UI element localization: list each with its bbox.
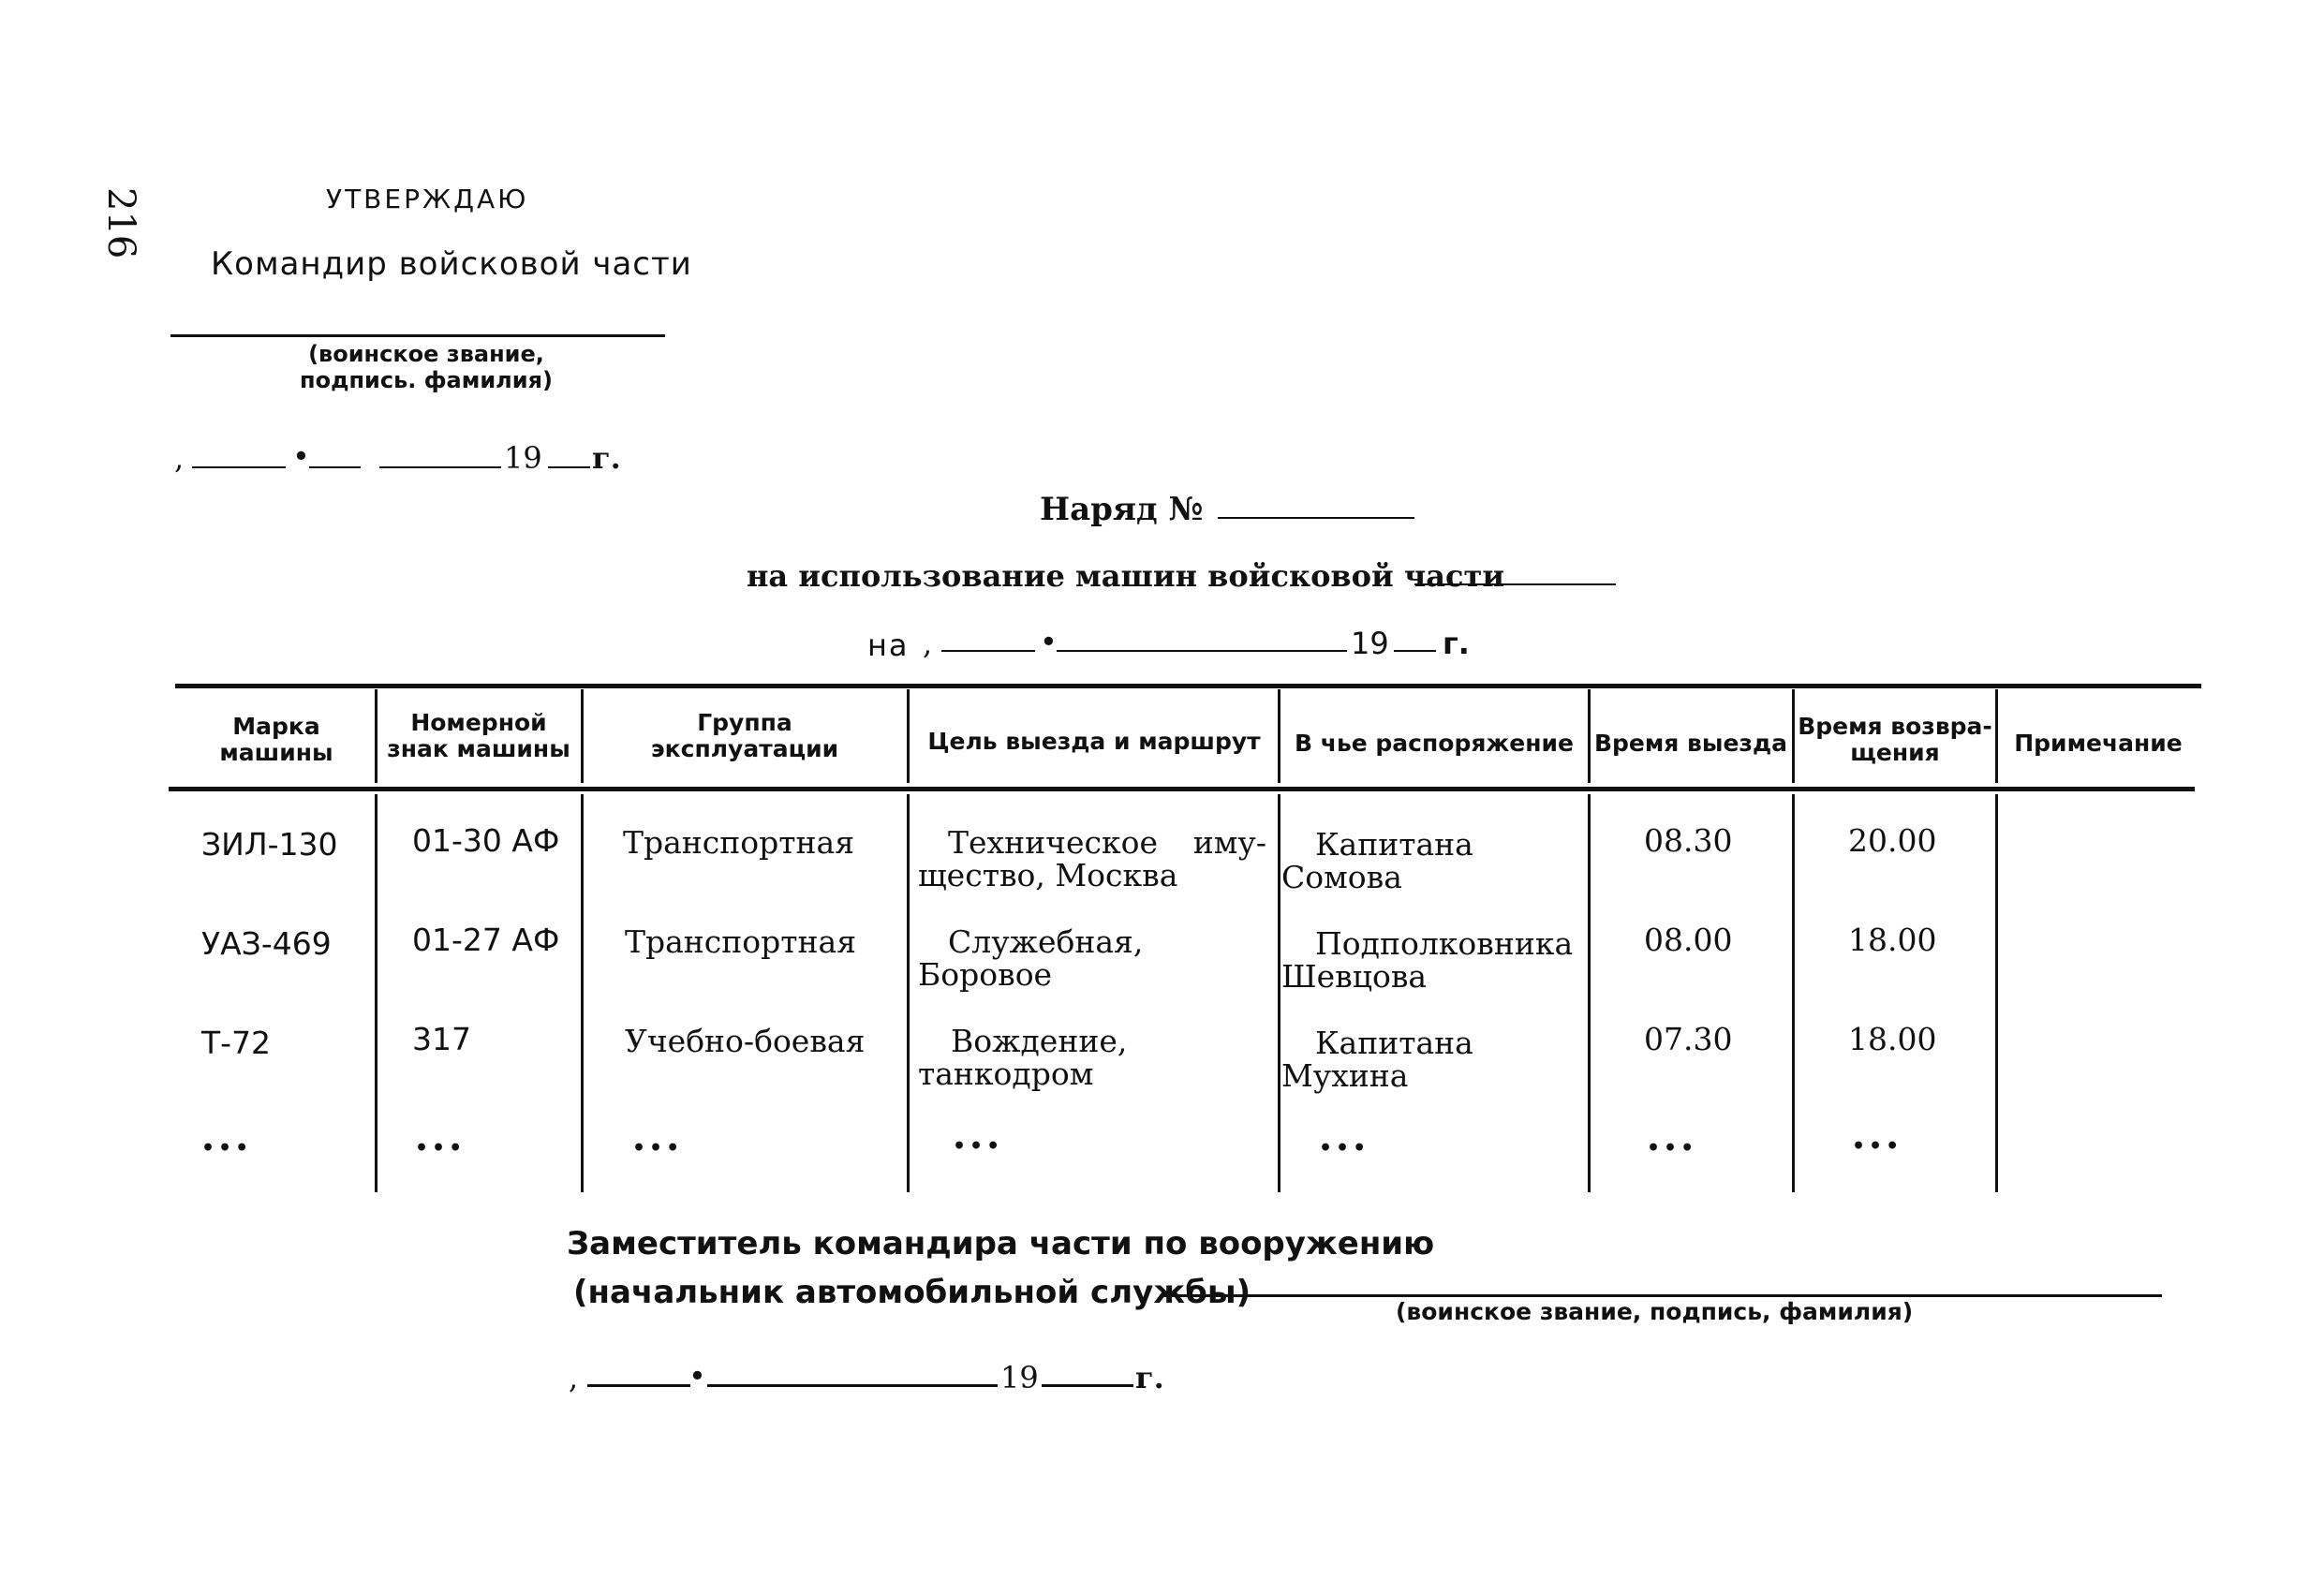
body-divider (1792, 794, 1795, 1192)
order-date-quote-close: • (1040, 624, 1058, 659)
cell-group: ••• (632, 1136, 684, 1160)
header-return (1797, 714, 1993, 766)
approval-date-quote-close: • (292, 438, 310, 474)
cell-purpose-line2: щество, Москва (918, 857, 1178, 893)
header-whom: В чье распоряжение (1295, 730, 1574, 757)
footer-date-quote-close: • (688, 1358, 706, 1394)
header-divider (581, 689, 584, 783)
header-plate-line1: Номерной (410, 709, 547, 736)
cell-depart: 08.30 (1644, 822, 1733, 859)
cell-whom-line2: Мухина (1281, 1057, 1409, 1094)
order-date-suffix: г. (1443, 626, 1470, 661)
header-purpose: Цель выезда и маршрут (927, 728, 1261, 755)
header-plate-line2: знак машины (387, 735, 570, 762)
deputy-title-line2: (начальник автомобильной службы) (573, 1274, 1251, 1311)
approval-caption-line1: (воинское звание, (308, 341, 544, 367)
cell-brand: УАЗ-469 (201, 925, 332, 962)
order-date-month-line (1057, 650, 1347, 652)
header-divider (375, 689, 377, 783)
deputy-signature-line (1163, 1294, 2162, 1297)
cell-plate: 317 (412, 1021, 471, 1057)
cell-whom-line1: ••• (1319, 1136, 1370, 1160)
order-date-year: 19 (1351, 626, 1389, 661)
table-header-rule (169, 787, 2195, 791)
deputy-signature-caption: (воинское звание, подпись, фамилия) (1396, 1298, 1914, 1325)
footer-date-year-line (1042, 1384, 1133, 1387)
footer-date-year: 19 (1000, 1360, 1039, 1395)
body-divider (1278, 794, 1280, 1192)
approval-caption-line2: подпись. фамилия) (300, 367, 553, 393)
approval-signature-line (170, 334, 665, 337)
header-brand (183, 714, 370, 766)
header-divider (1278, 689, 1280, 783)
approval-date-year: 19 (504, 440, 542, 476)
cell-whom-line2: Сомова (1281, 859, 1402, 895)
order-unit-line (1414, 583, 1616, 585)
cell-plate: 01-30 АФ (412, 822, 560, 859)
footer-date-quote-open: , (569, 1360, 579, 1395)
cell-group: Транспортная (623, 824, 855, 861)
order-date-year-line (1394, 650, 1436, 652)
cell-depart: 08.00 (1644, 922, 1733, 958)
cell-whom-line1: Капитана (1315, 1025, 1473, 1061)
cell-purpose-line1: Служебная, (948, 923, 1144, 960)
order-title: Наряд № (1040, 491, 1204, 528)
header-return-line2: щения (1850, 739, 1940, 766)
cell-whom-line1: Подполковника (1315, 925, 1574, 962)
cell-group: Учебно-боевая (625, 1023, 866, 1059)
table-top-rule (175, 684, 2201, 688)
body-divider (907, 794, 910, 1192)
cell-purpose-line2: Боровое (918, 956, 1053, 993)
cell-plate: ••• (415, 1136, 466, 1160)
body-divider (375, 794, 377, 1192)
header-group (585, 710, 904, 762)
cell-return: 18.00 (1848, 922, 1937, 958)
cell-brand: ЗИЛ-130 (201, 826, 338, 863)
order-number-line (1218, 517, 1414, 519)
body-divider (1995, 794, 1998, 1192)
deputy-title-line1: Заместитель командира части по вооружению (567, 1225, 1435, 1262)
header-depart: Время выезда (1593, 730, 1788, 757)
footer-date-suffix: г. (1135, 1360, 1164, 1395)
page-number: 216 (99, 187, 142, 259)
cell-return: 18.00 (1848, 1021, 1937, 1057)
cell-depart: 07.30 (1644, 1021, 1733, 1057)
approval-heading: УТВЕРЖДАЮ (326, 184, 529, 214)
approval-signature-caption (300, 341, 553, 393)
cell-purpose-line2: танкодром (918, 1055, 1094, 1092)
cell-brand: ••• (201, 1136, 253, 1160)
cell-return: 20.00 (1848, 822, 1937, 859)
cell-group: Транспортная (625, 923, 857, 960)
cell-purpose-line1: ••• (953, 1134, 1004, 1159)
cell-whom-line1: Капитана (1315, 826, 1473, 863)
header-divider (1792, 689, 1795, 783)
approval-date-day-line (192, 466, 286, 468)
approval-date-quote-open: , (174, 440, 185, 476)
body-divider (1588, 794, 1591, 1192)
order-date-quote-open: , (923, 626, 933, 661)
cell-purpose-line1: Техническое иму- (948, 824, 1266, 861)
approval-date-month-line2 (379, 466, 501, 468)
approval-date-year-line (548, 466, 590, 468)
approval-date-suffix: г. (592, 440, 621, 476)
footer-date-day-line (587, 1384, 690, 1387)
header-brand-line2: машины (219, 739, 333, 766)
cell-whom-line2: Шевцова (1281, 958, 1428, 995)
header-brand-line1: Марка (232, 713, 320, 740)
cell-depart: ••• (1647, 1136, 1698, 1160)
cell-brand: Т-72 (201, 1025, 272, 1061)
header-divider (907, 689, 910, 783)
order-date-day-line (941, 650, 1035, 652)
header-return-line1: Время возвра- (1798, 713, 1992, 740)
header-note: Примечание (2014, 730, 2183, 757)
cell-purpose-line1: Вождение, (951, 1023, 1128, 1059)
header-divider (1995, 689, 1998, 783)
footer-date-month-line (707, 1384, 998, 1387)
header-divider (1588, 689, 1591, 783)
header-plate (379, 710, 578, 762)
header-group-line2: эксплуатации (650, 735, 839, 762)
cell-plate: 01-27 АФ (412, 922, 560, 958)
approval-date-month-line1 (309, 466, 361, 468)
header-group-line1: Группа (697, 709, 792, 736)
approval-position: Командир войсковой части (211, 245, 692, 283)
order-subtitle: на использование машин войсковой части (747, 558, 1505, 594)
order-date-prefix: на (867, 627, 910, 663)
cell-return: ••• (1852, 1134, 1903, 1159)
body-divider (581, 794, 584, 1192)
